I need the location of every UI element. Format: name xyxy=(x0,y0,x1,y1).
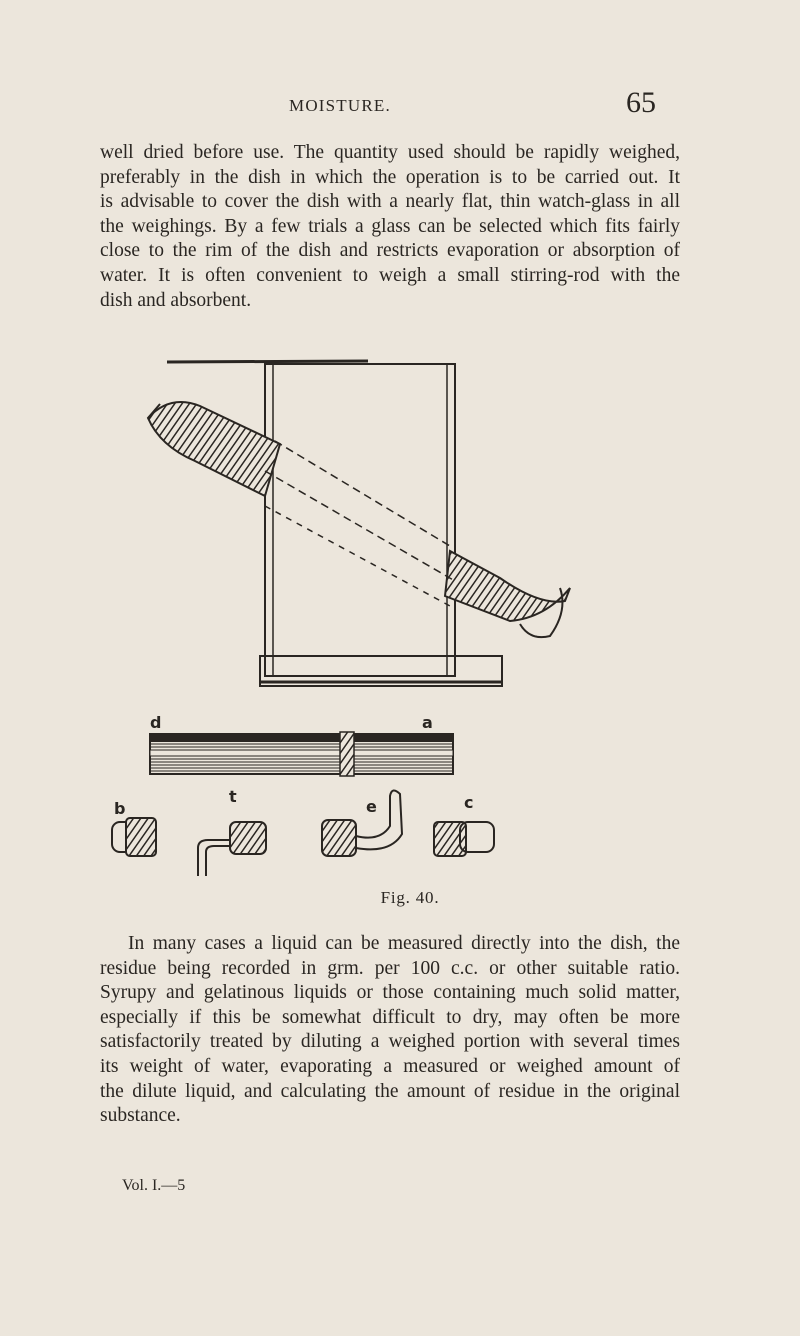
apparatus-illustration xyxy=(90,356,710,876)
tilted-tube xyxy=(148,402,570,637)
label-a: a xyxy=(422,713,433,732)
paragraph-2-line: especially if this be somewhat difficult to dry, may often be more xyxy=(100,1006,680,1028)
paragraph-2-line: its weight of water, evaporating a measured or weighed amount of xyxy=(100,1055,680,1077)
page-number: 65 xyxy=(626,86,656,119)
running-head xyxy=(0,86,800,126)
label-c: c xyxy=(464,793,474,812)
paragraph-1-line: is advisable to cover the dish with a nearly flat, thin watch-glass in all xyxy=(100,191,680,213)
paragraph-2-line: the dilute liquid, and calculating the amount of residue in the original xyxy=(100,1080,680,1102)
label-d: d xyxy=(150,713,162,732)
paragraph-2-line: Syrupy and gelatinous liquids or those containing much solid matter, xyxy=(100,982,680,1004)
label-b: b xyxy=(114,799,126,818)
label-t: t xyxy=(229,787,237,806)
paragraph-1-line: well dried before use. The quantity used should be rapidly weighed, xyxy=(100,142,680,163)
paragraph-2-line: residue being recorded in grm. per 100 c.c. or other suitable ratio. xyxy=(100,957,680,979)
small-parts-row xyxy=(112,787,494,876)
paragraph-1-line: water. It is often convenient to weigh a small stirring-rod with the xyxy=(100,264,680,286)
running-title: MOISTURE. xyxy=(289,96,391,115)
paragraph-1 xyxy=(100,141,680,313)
paragraph-2-line: In many cases a liquid can be measured directly into the dish, the xyxy=(128,933,680,954)
paragraph-1-line: dish and absorbent. xyxy=(100,289,252,311)
figure-caption: Fig. 40. xyxy=(380,888,440,907)
weighing-jar xyxy=(167,361,502,686)
paragraph-1-line: preferably in the dish in which the operation is to be carried out. It xyxy=(100,166,680,188)
paragraph-2 xyxy=(100,932,680,1129)
horizontal-tube xyxy=(150,713,453,776)
signature-mark: Vol. I.—5 xyxy=(122,1177,186,1194)
label-e: e xyxy=(366,797,377,816)
paragraph-1-line: close to the rim of the dish and restricts evaporation or absorption of xyxy=(100,240,680,262)
paragraph-2-line: substance. xyxy=(100,1105,181,1127)
paragraph-1-line: the weighings. By a few trials a glass can be selected which fits fairly xyxy=(100,215,680,237)
paragraph-2-line: satisfactorily treated by diluting a weighed portion with several times xyxy=(100,1031,680,1053)
figure-40-apparatus xyxy=(90,356,710,876)
